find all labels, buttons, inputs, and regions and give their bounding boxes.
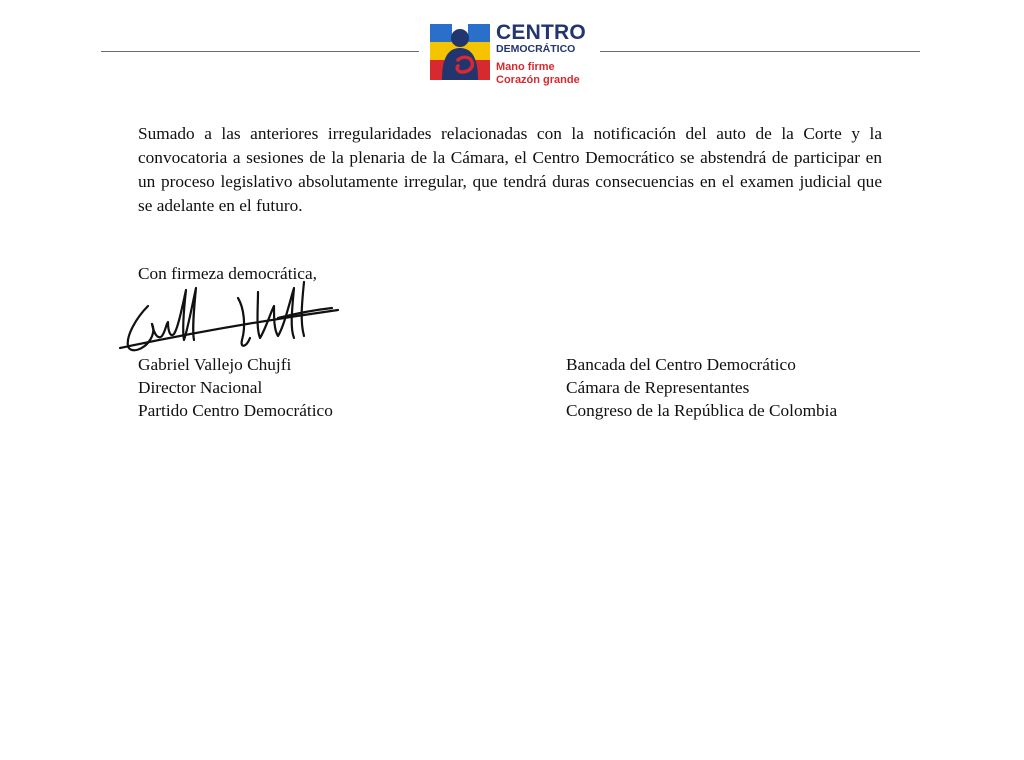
letter-paragraph: Sumado a las anteriores irregularidades relacionadas con la notificación del auto de la Corte y la convocatoria a sesiones de la plenaria de la Cámara, el Centro Democrático se abstendrá de participar en un proceso legislativo absolutamente irregular, que tendrá duras consecuencias en el examen judicial que se adelante en el futuro. bbox=[138, 124, 882, 215]
logo-title: CENTRO bbox=[496, 21, 586, 44]
signatory-organization: Partido Centro Democrático bbox=[138, 401, 333, 420]
closing-salutation: Con firmeza democrática, bbox=[138, 264, 317, 283]
header-rule-right bbox=[600, 51, 920, 52]
header-rule-left bbox=[101, 51, 419, 52]
chamber-name: Cámara de Representantes bbox=[566, 378, 750, 397]
logo-slogan-line2: Corazón grande bbox=[496, 74, 580, 86]
party-logo bbox=[428, 18, 598, 84]
signatory-right bbox=[566, 353, 837, 422]
signatory-name: Gabriel Vallejo Chujfi bbox=[138, 355, 292, 374]
signatory-title: Director Nacional bbox=[138, 378, 263, 397]
logo-subtitle: DEMOCRÁTICO bbox=[496, 43, 576, 55]
congress-name: Congreso de la República de Colombia bbox=[566, 401, 838, 420]
party-emblem-icon bbox=[428, 22, 492, 82]
signatory-left bbox=[138, 353, 333, 422]
logo-slogan-line1: Mano firme bbox=[496, 61, 555, 73]
caucus-name: Bancada del Centro Democrático bbox=[566, 355, 796, 374]
